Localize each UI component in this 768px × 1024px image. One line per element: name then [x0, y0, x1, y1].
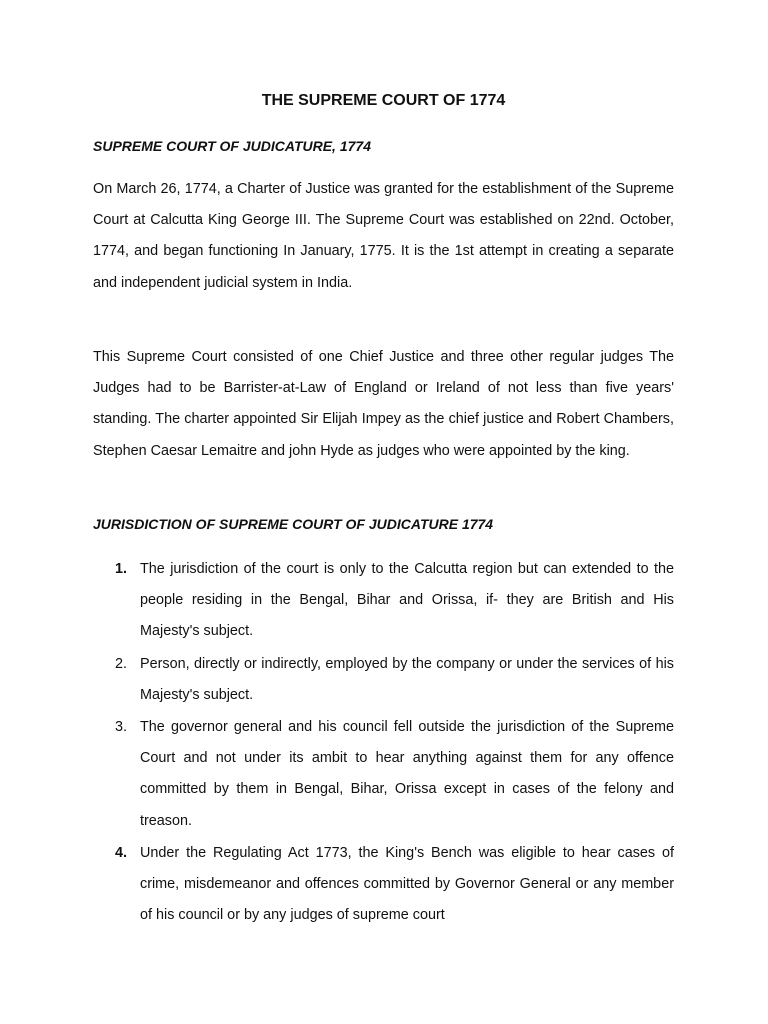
- section-heading-jurisdiction: JURISDICTION OF SUPREME COURT OF JUDICATURE 1774: [93, 516, 494, 532]
- list-item: [93, 712, 674, 837]
- list-item-number: 1.: [115, 561, 128, 577]
- list-item-text: The governor general and his council fell outside the jurisdiction of the Supreme Court and not under its ambit to hear anything against them for any offence committed by them in Bengal, Bihar, Orissa except in cases of the felony and treason.: [140, 719, 674, 829]
- list-item: [93, 554, 674, 648]
- list-item: [93, 649, 674, 711]
- list-item-number: 2.: [115, 655, 128, 672]
- list-item-number: 3.: [115, 719, 128, 736]
- list-item-number: 4.: [115, 844, 128, 861]
- jurisdiction-list: [93, 554, 674, 932]
- list-item-text: The jurisdiction of the court is only to the Calcutta region but can extended to the people residing in the Bengal, Bihar and Orissa, if- they are British and His Majesty's subject.: [140, 561, 674, 640]
- section-heading-judicature: SUPREME COURT OF JUDICATURE, 1774: [93, 138, 371, 154]
- list-item-text: Under the Regulating Act 1773, the King's Bench was eligible to hear cases of crime, misdemeanor and offences committed by Governor General or any member of his council or by any judges of supreme court: [140, 844, 674, 924]
- paragraph-composition: This Supreme Court consisted of one Chief Justice and three other regular judges The Judges had to be Barrister-at-Law of England or Ireland of not less than five years' standing. The charter appointed Sir Elijah Impey as the chief justice and Robert Chambers, Stephen Caesar Lemaitre and john Hyde as judges who were appointed by the king.: [93, 349, 674, 459]
- document-title: THE SUPREME COURT OF 1774: [261, 92, 506, 109]
- list-item-text: Person, directly or indirectly, employed by the company or under the services of his Majesty's subject.: [140, 655, 674, 703]
- paragraph-charter: On March 26, 1774, a Charter of Justice was granted for the establishment of the Supreme Court at Calcutta King George III. The Supreme Court was established on 22nd. October, 1774, and began functioning In January, 1775. It is the 1st attempt in creating a separate and independent judicial system in India.: [93, 181, 674, 291]
- list-item: [93, 838, 674, 932]
